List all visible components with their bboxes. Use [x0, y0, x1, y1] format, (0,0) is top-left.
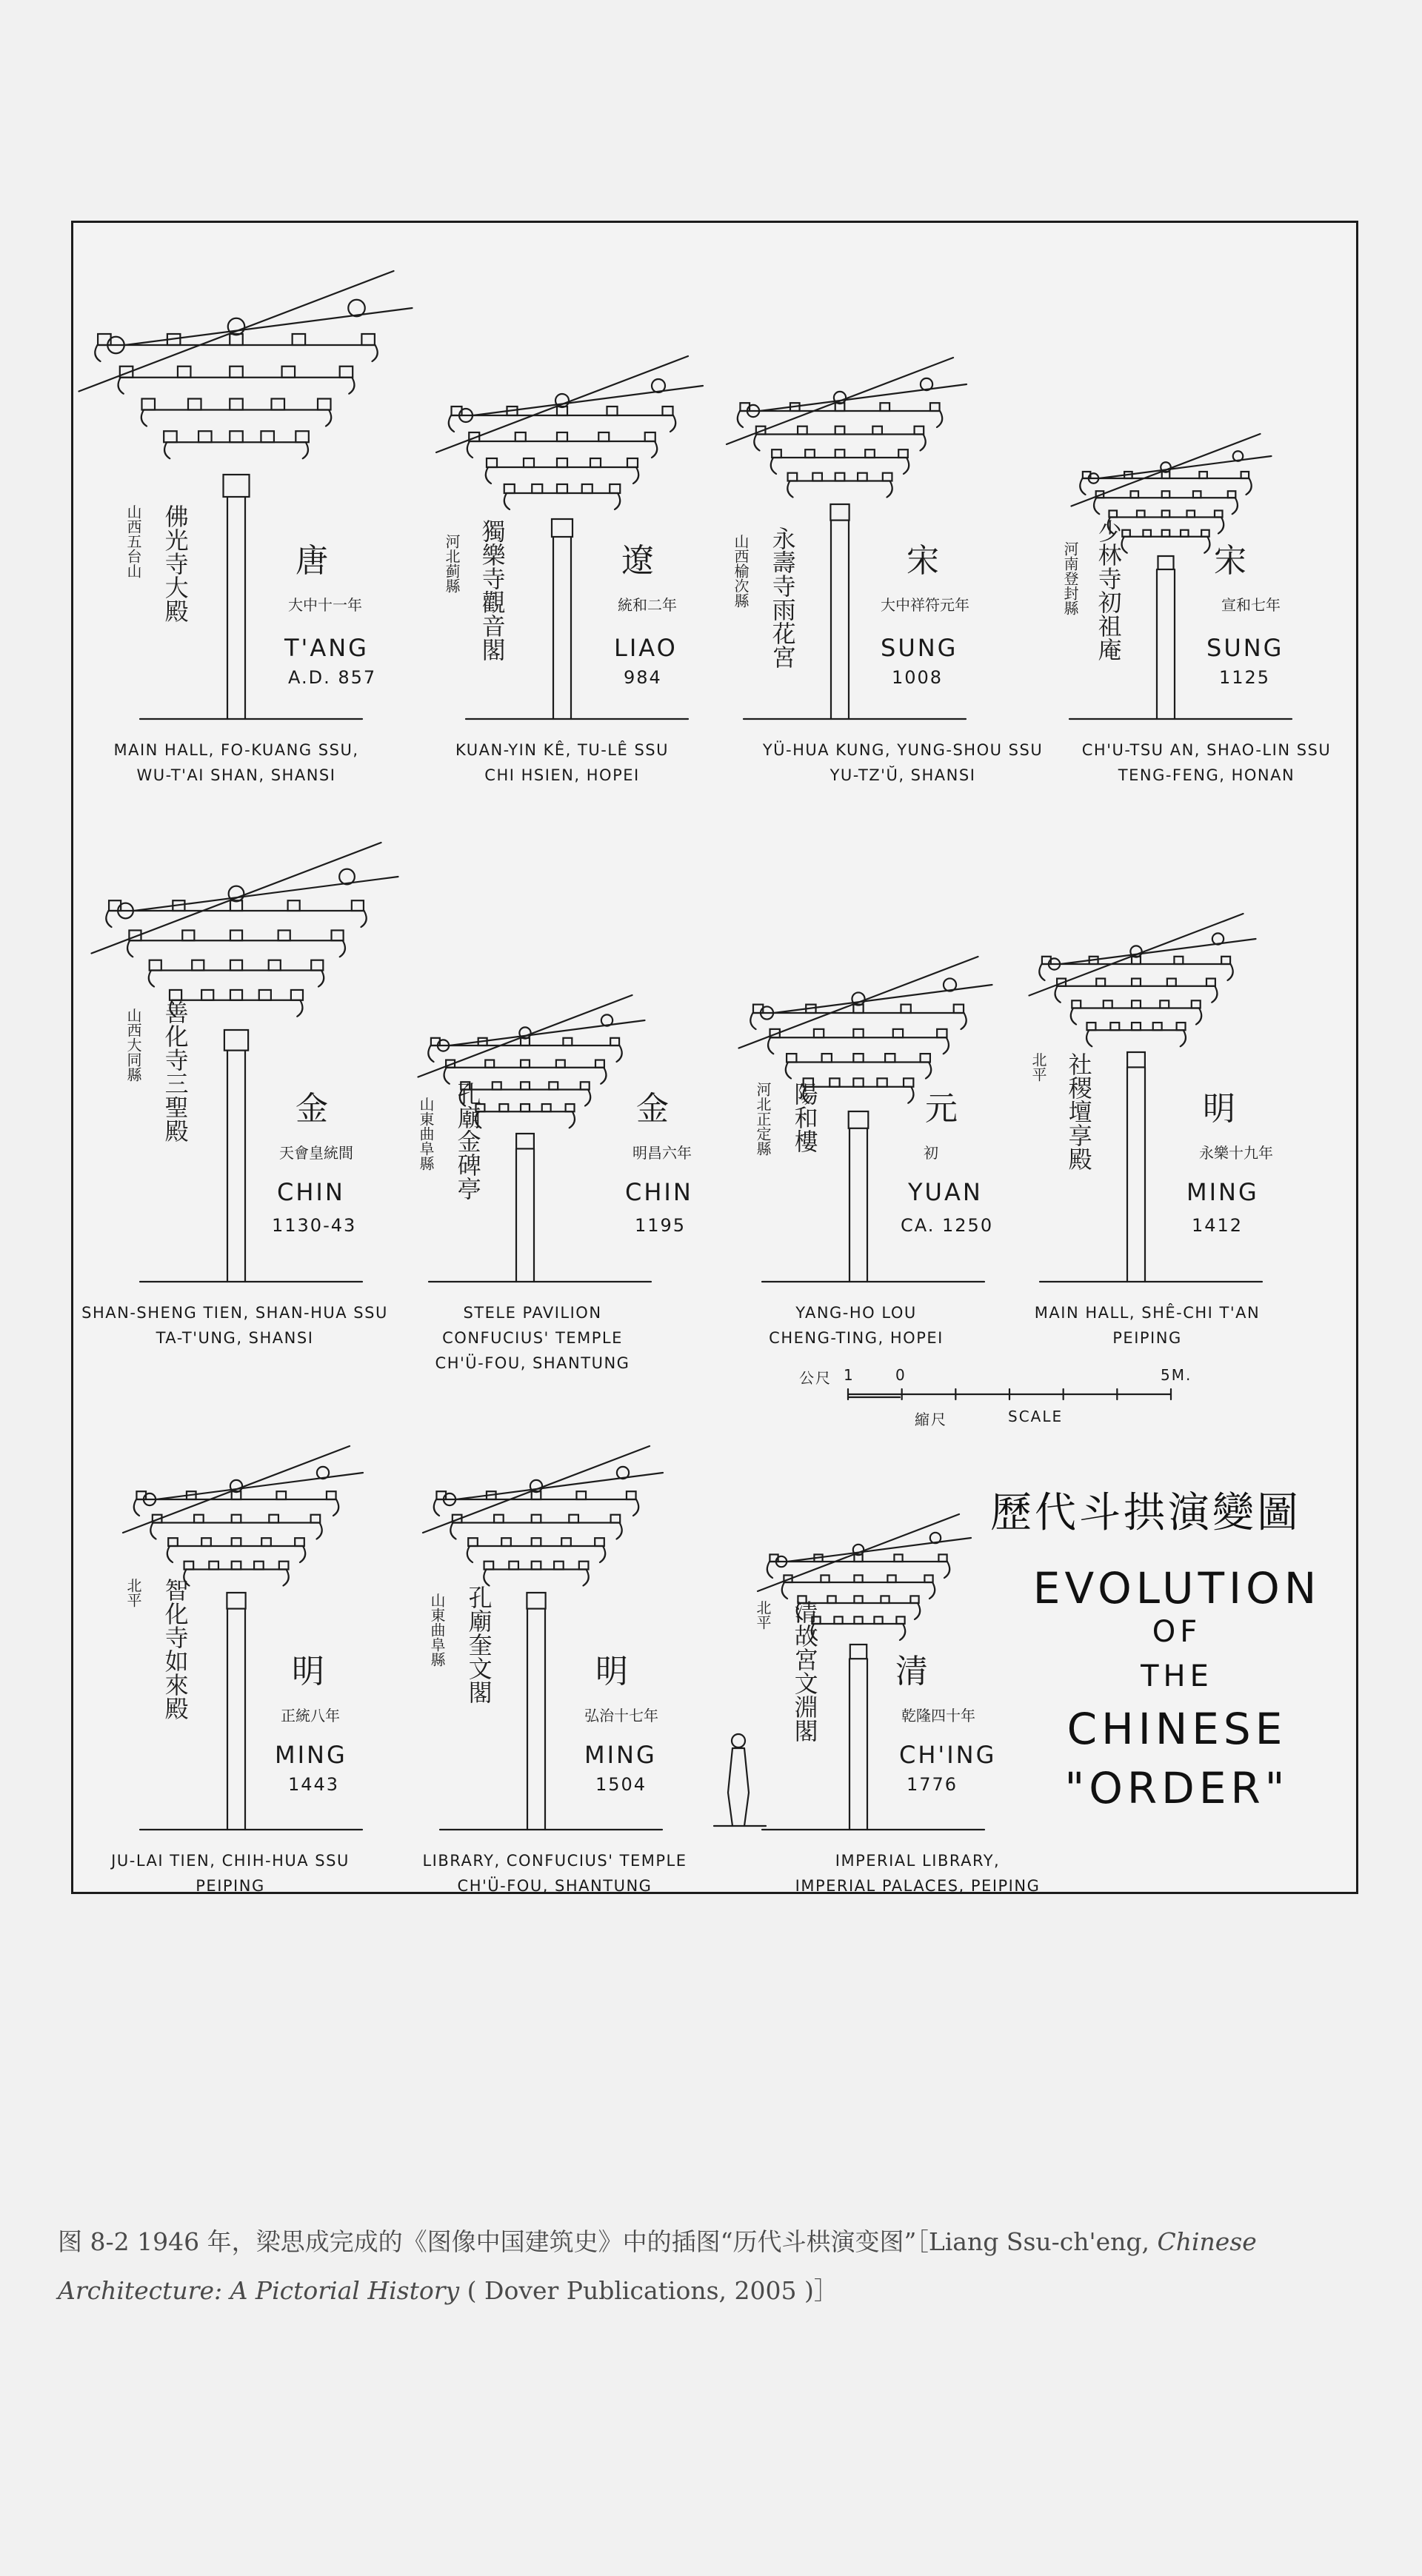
bracket-set-10 [423, 1446, 663, 1830]
reign-11: 乾隆四十年 [901, 1707, 975, 1724]
plate-title-en-3: THE [1141, 1659, 1213, 1693]
reign-6: 明昌六年 [632, 1144, 692, 1162]
figure-caption-4: CH'U-TSU AN, SHAO-LIN SSU TENG-FENG, HONAN [1081, 741, 1332, 784]
scale-unit: 公尺 [799, 1369, 832, 1387]
caption-publisher: ( Dover Publications, 2005 )］ [467, 2276, 838, 2305]
province-label-4: 河南登封縣 [1061, 541, 1079, 615]
dynasty-zh-1: 唐 [296, 542, 328, 580]
figure-caption-3: YÜ-HUA KUNG, YUNG-SHOU SSU YU-TZ'Ŭ, SHANSI [762, 741, 1044, 784]
figure-caption-10: LIBRARY, CONFUCIUS' TEMPLE CH'Ü-FOU, SHANTUNG [422, 1852, 687, 1895]
reign-2: 統和二年 [618, 596, 677, 614]
dynasty-en-11: CH'ING [899, 1741, 997, 1769]
year-1: A.D. 857 [288, 667, 377, 688]
figure-caption-8: MAIN HALL, SHÊ-CHI T'AN PEIPING [1034, 1304, 1261, 1347]
year-11: 1776 [907, 1774, 958, 1795]
scale-mark-5: 5M. [1161, 1366, 1192, 1384]
building-name-zh-7: 陽和樓 [790, 1082, 819, 1153]
reign-10: 弘治十七年 [584, 1707, 658, 1724]
dynasty-zh-8: 明 [1203, 1090, 1235, 1128]
building-name-zh-5: 善化寺三聖殿 [161, 1000, 190, 1143]
dynasty-zh-10: 明 [595, 1653, 628, 1690]
dynasty-zh-11: 清 [895, 1653, 928, 1690]
province-label-5: 山西大同縣 [124, 1008, 142, 1082]
plate-title-en-1: EVOLUTION [1032, 1563, 1321, 1613]
bracket-set-6 [418, 995, 652, 1282]
province-label-10: 山東曲阜縣 [428, 1593, 446, 1667]
plate-title-zh: 歷代斗拱演變圖 [990, 1489, 1301, 1537]
dynasty-en-3: SUNG [881, 634, 958, 662]
dynasty-zh-5: 金 [296, 1090, 328, 1128]
reign-5: 天會皇統間 [279, 1144, 353, 1162]
dynasty-zh-3: 宋 [907, 542, 939, 580]
reign-1: 大中十一年 [288, 596, 362, 614]
province-label-8: 北平 [1029, 1052, 1047, 1082]
year-9: 1443 [288, 1774, 340, 1795]
dynasty-en-7: YUAN [908, 1178, 983, 1206]
dynasty-en-9: MING [275, 1741, 347, 1769]
province-label-1: 山西五台山 [124, 504, 142, 578]
figure-caption [58, 2218, 1383, 2315]
reign-9: 正統八年 [281, 1707, 340, 1724]
year-4: 1125 [1219, 667, 1271, 688]
figure-caption-1: MAIN HALL, FO-KUANG SSU, WU-T'AI SHAN, SHANSI [113, 741, 359, 784]
caption-text: 图 8-2 1946 年，梁思成完成的《图像中国建筑史》中的插图“历代斗栱演变图”［Liang Ssu-ch'eng, [58, 2227, 1158, 2256]
province-label-9: 北平 [124, 1578, 142, 1608]
dynasty-zh-6: 金 [636, 1090, 669, 1128]
year-3: 1008 [892, 667, 944, 688]
dynasty-en-8: MING [1186, 1178, 1259, 1206]
building-name-zh-11: 清故宮文淵閣 [790, 1600, 819, 1742]
figure-caption-11: IMPERIAL LIBRARY, IMPERIAL PALACES, PEIPING [795, 1852, 1041, 1895]
reign-8: 永樂十九年 [1199, 1144, 1273, 1162]
reign-7: 初 [924, 1144, 938, 1162]
building-name-zh-9: 智化寺如來殿 [161, 1578, 190, 1720]
dynasty-zh-7: 元 [925, 1090, 958, 1128]
year-5: 1130-43 [272, 1215, 357, 1236]
figure-caption-5: SHAN-SHENG TIEN, SHAN-HUA SSU TA-T'UNG, SHANSI [81, 1304, 388, 1347]
building-name-zh-3: 永壽寺雨花宮 [768, 526, 797, 669]
year-2: 984 [624, 667, 662, 688]
caption-book-title: Chinese Architecture: A Pictorial History [58, 2227, 1257, 2305]
dynasty-en-6: CHIN [625, 1178, 693, 1206]
plate-title-en-4: CHINESE [1066, 1704, 1287, 1754]
year-8: 1412 [1192, 1215, 1244, 1236]
dynasty-en-5: CHIN [277, 1178, 345, 1206]
building-name-zh-4: 少林寺初祖庵 [1094, 519, 1123, 661]
scale-mark-0: 0 [895, 1366, 907, 1384]
building-name-zh-8: 社稷壇享殿 [1064, 1052, 1093, 1171]
dynasty-zh-2: 遼 [621, 542, 654, 580]
year-7: CA. 1250 [901, 1215, 994, 1236]
scale-bar [848, 1389, 1171, 1399]
dynasty-en-2: LIAO [614, 634, 678, 662]
province-label-3: 山西榆次縣 [732, 534, 750, 608]
year-6: 1195 [635, 1215, 687, 1236]
building-name-zh-1: 佛光寺大殿 [161, 504, 190, 623]
figure-caption-7: YANG-HO LOU CHENG-TING, HOPEI [769, 1304, 944, 1347]
province-label-6: 山東曲阜縣 [417, 1097, 435, 1171]
dynasty-zh-9: 明 [292, 1653, 324, 1690]
province-label-2: 河北蓟縣 [443, 534, 461, 593]
reign-3: 大中祥符元年 [881, 596, 969, 614]
figure-caption-9: JU-LAI TIEN, CHIH-HUA SSU PEIPING [111, 1852, 350, 1895]
plate-title-en-2: OF [1152, 1615, 1202, 1649]
plate-title-en-5: "ORDER" [1064, 1763, 1289, 1813]
diagram-plate [71, 221, 1358, 1894]
human-figure [714, 1734, 766, 1826]
province-label-7: 河北正定縣 [754, 1082, 772, 1156]
dynasty-en-1: T'ANG [284, 634, 369, 662]
scale-label-en: SCALE [1008, 1408, 1064, 1425]
figure-caption-2: KUAN-YIN KÊ, TU-LÊ SSU CHI HSIEN, HOPEI [455, 741, 669, 784]
scale-label-zh: 縮尺 [915, 1411, 947, 1428]
building-name-zh-10: 孔廟奎文閣 [464, 1585, 493, 1704]
building-name-zh-2: 獨樂寺觀音閣 [478, 519, 507, 661]
building-name-zh-6: 孔廟金碑亭 [453, 1082, 482, 1200]
figure-caption-6: STELE PAVILION CONFUCIUS' TEMPLE CH'Ü-FOU, SHANTUNG [435, 1304, 630, 1372]
dynasty-zh-4: 宋 [1214, 542, 1246, 580]
bracket-set-9 [123, 1446, 363, 1830]
dynasty-en-10: MING [584, 1741, 657, 1769]
bracket-set-2 [436, 356, 703, 719]
year-10: 1504 [595, 1774, 647, 1795]
scale-mark-1: 1 [844, 1366, 855, 1384]
dynasty-en-4: SUNG [1206, 634, 1284, 662]
province-label-11: 北平 [754, 1600, 772, 1630]
reign-4: 宣和七年 [1221, 596, 1281, 614]
